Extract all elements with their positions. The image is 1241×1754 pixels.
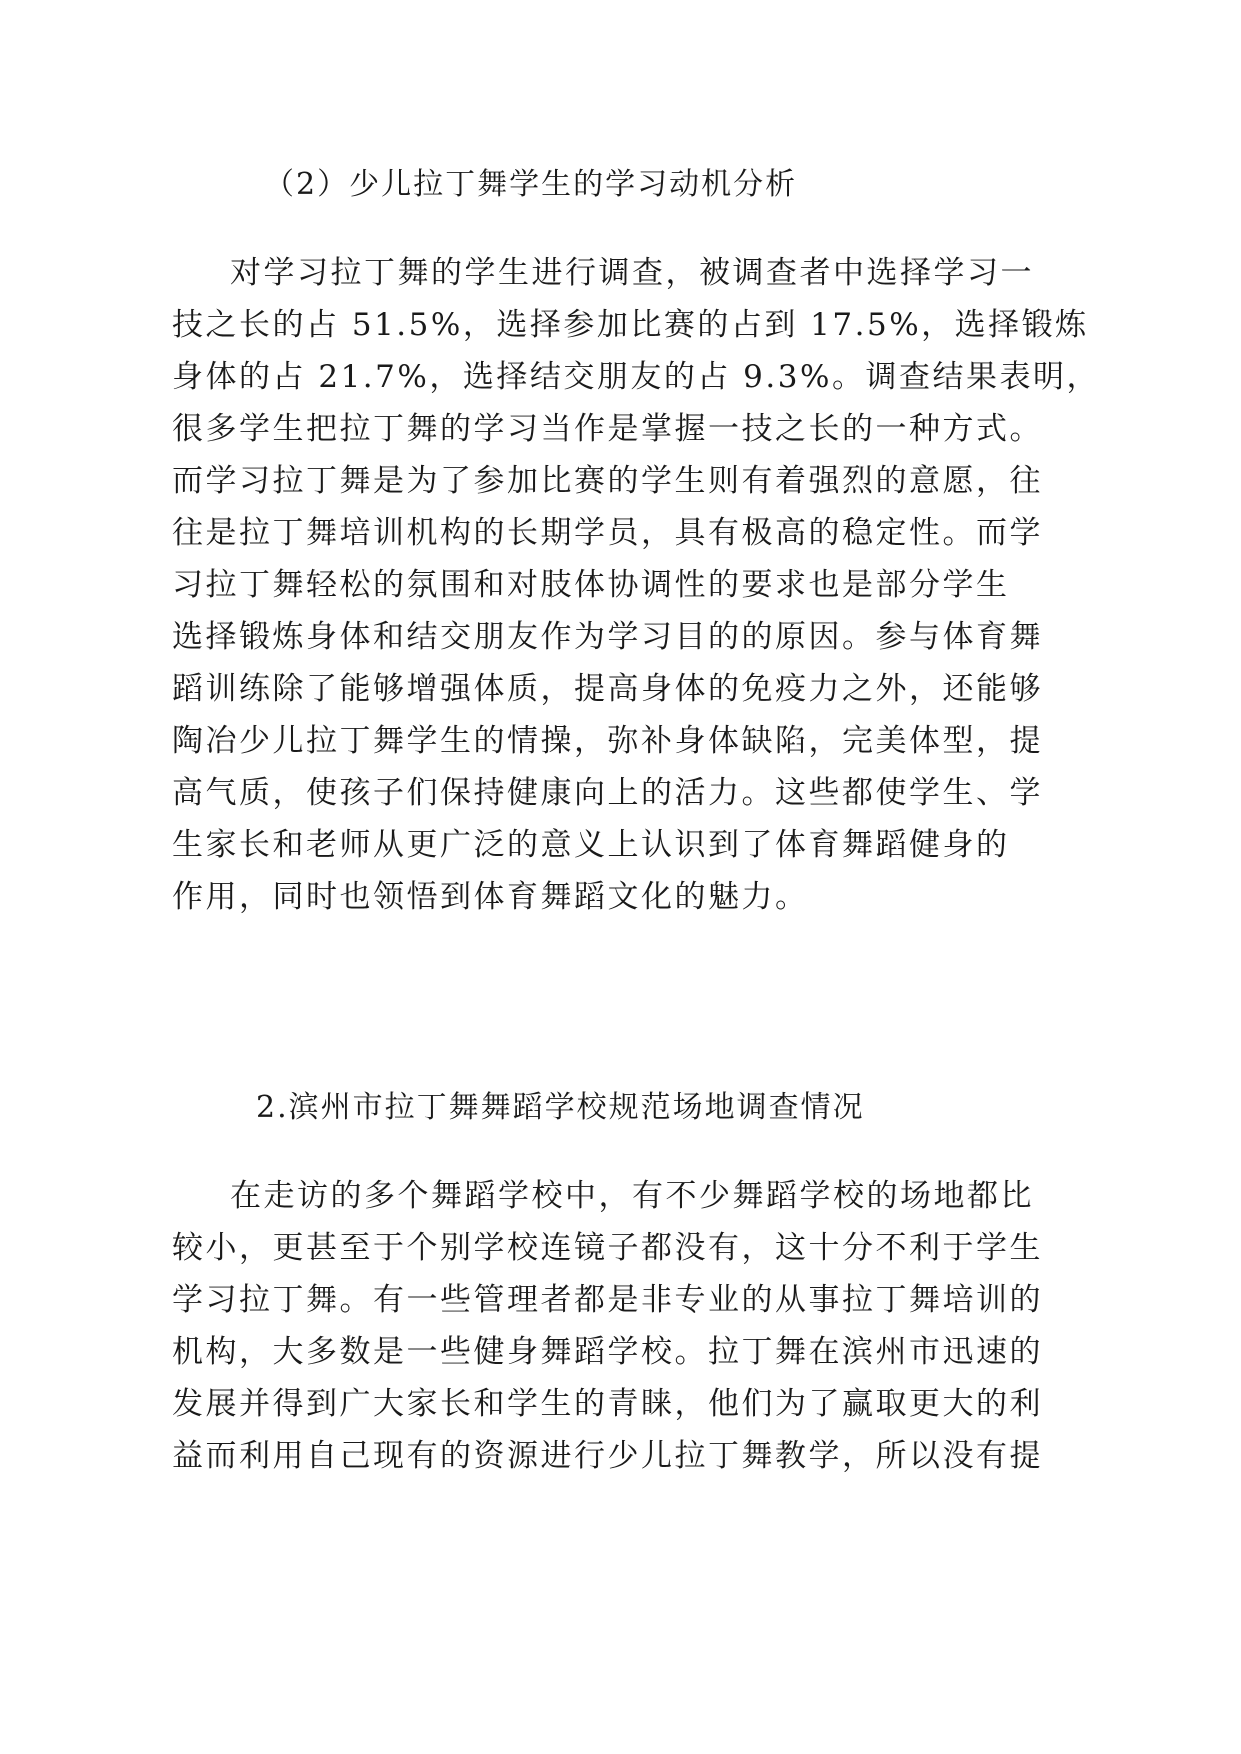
heading-text: 2.滨州市拉丁舞舞蹈学校规范场地调查情况: [256, 1090, 865, 1125]
heading-text: （2）少儿拉丁舞学生的学习动机分析: [264, 167, 798, 202]
paragraph-line: 在走访的多个舞蹈学校中，有不少舞蹈学校的场地都比: [230, 1178, 1034, 1214]
paragraph-line: 蹈训练除了能够增强体质，提高身体的免疫力之外，还能够: [172, 671, 1043, 707]
paragraph-line: 较小，更甚至于个别学校连镜子都没有，这十分不利于学生: [172, 1230, 1043, 1266]
paragraph-line: 生家长和老师从更广泛的意义上认识到了体育舞蹈健身的: [172, 827, 1010, 863]
paragraph-line: 高气质，使孩子们保持健康向上的活力。这些都使学生、学: [172, 775, 1043, 811]
paragraph-line: 发展并得到广大家长和学生的青睐，他们为了赢取更大的利: [172, 1386, 1043, 1422]
paragraph-line: 益而利用自己现有的资源进行少儿拉丁舞教学，所以没有提: [172, 1438, 1043, 1474]
paragraph-line: 学习拉丁舞。有一些管理者都是非专业的从事拉丁舞培训的: [172, 1282, 1043, 1318]
paragraph-line: 而学习拉丁舞是为了参加比赛的学生则有着强烈的意愿，往: [172, 463, 1043, 499]
paragraph-line: 对学习拉丁舞的学生进行调查，被调查者中选择学习一: [230, 255, 1034, 291]
paragraph-line: 往是拉丁舞培训机构的长期学员，具有极高的稳定性。而学: [172, 515, 1043, 551]
paragraph-line: 习拉丁舞轻松的氛围和对肢体协调性的要求也是部分学生: [172, 567, 1010, 603]
paragraph-line: 选择锻炼身体和结交朋友作为学习目的的原因。参与体育舞: [172, 619, 1043, 655]
paragraph-line: 身体的占 21.7%，选择结交朋友的占 9.3%。调查结果表明，: [172, 359, 1100, 395]
paragraph-line: 机构，大多数是一些健身舞蹈学校。拉丁舞在滨州市迅速的: [172, 1334, 1043, 1370]
paragraph-line: 作用，同时也领悟到体育舞蹈文化的魅力。: [172, 879, 809, 915]
paragraph-line: 很多学生把拉丁舞的学习当作是掌握一技之长的一种方式。: [172, 411, 1043, 447]
paragraph-line: 技之长的占 51.5%，选择参加比赛的占到 17.5%，选择锻炼: [172, 307, 1089, 343]
paragraph-line: 陶冶少儿拉丁舞学生的情操，弥补身体缺陷，完美体型，提: [172, 723, 1043, 759]
